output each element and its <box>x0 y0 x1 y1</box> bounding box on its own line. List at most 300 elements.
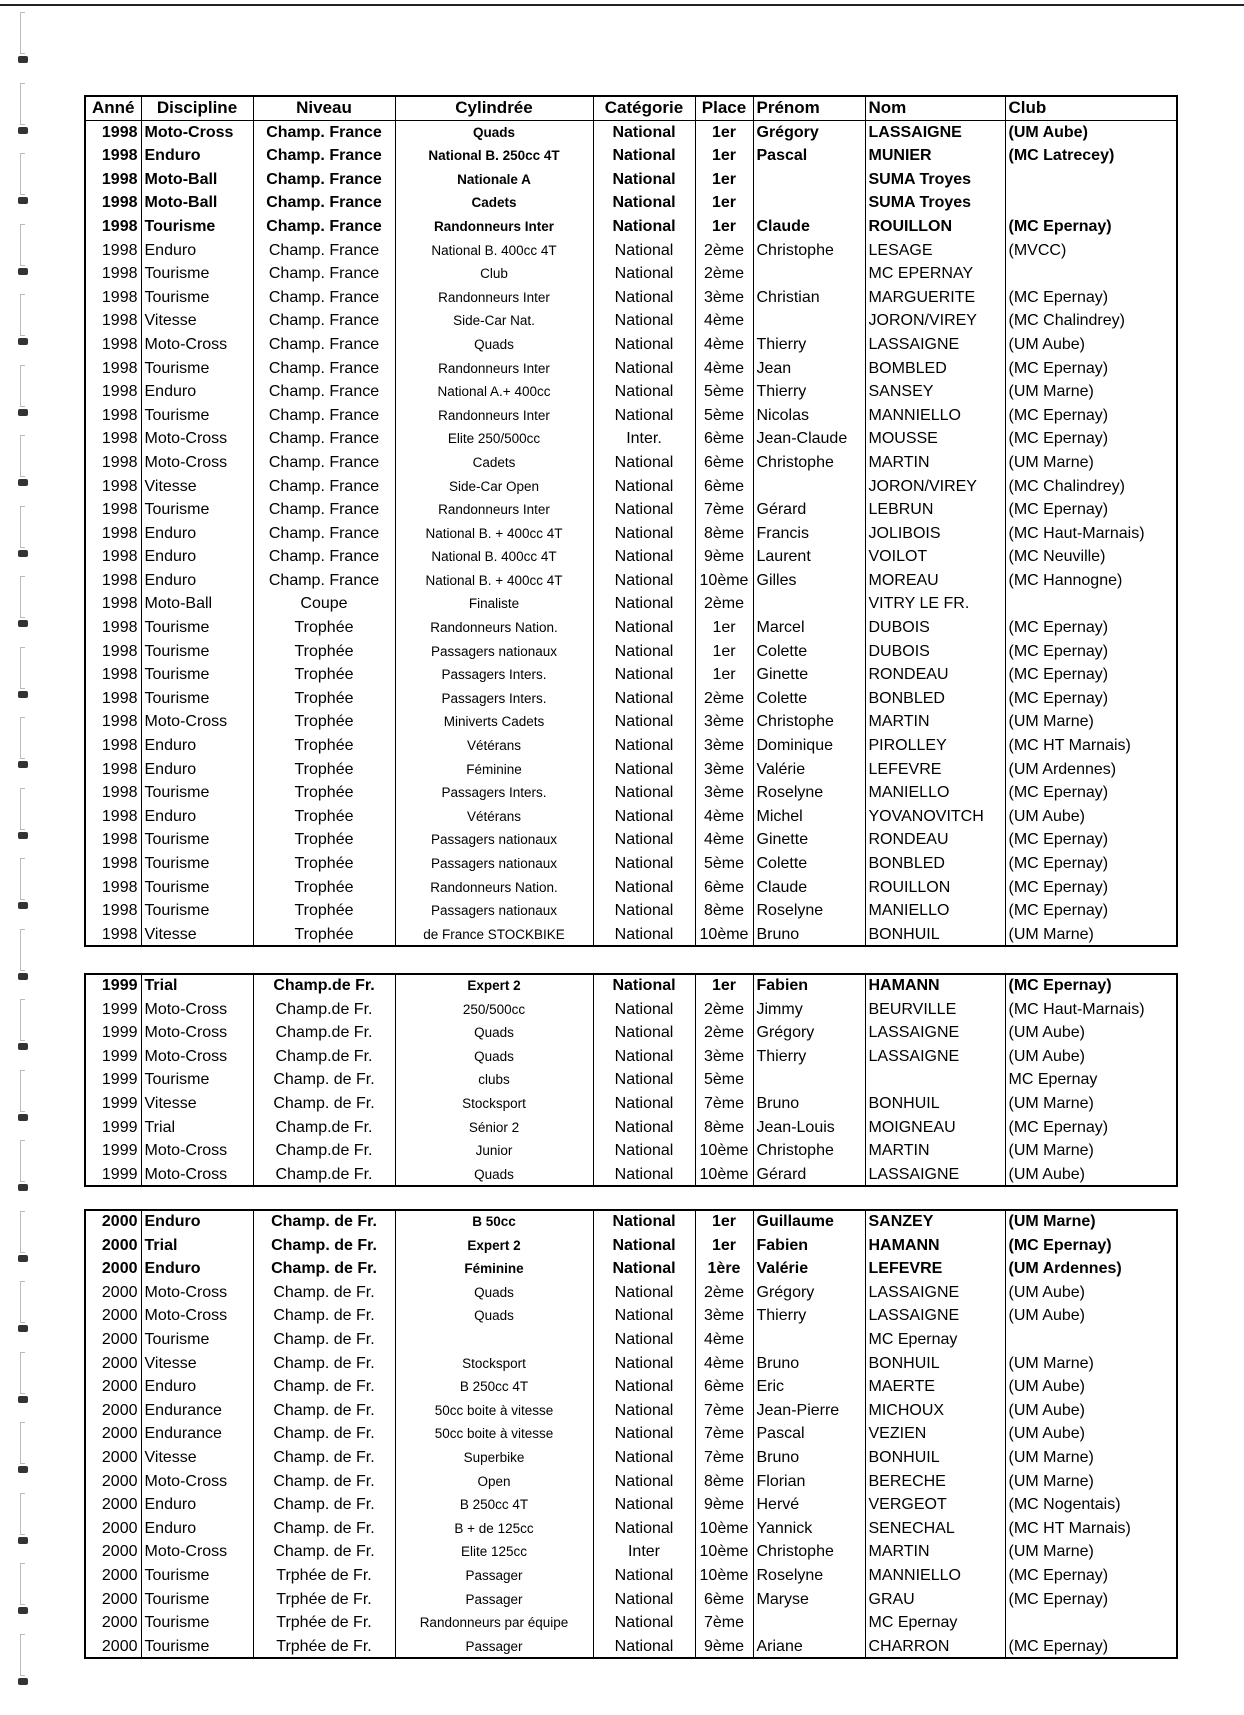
discipline-cell: Enduro <box>141 1375 253 1399</box>
prenom-cell: Christophe <box>753 1540 865 1564</box>
discipline-cell: Tourisme <box>141 640 253 664</box>
nom-cell: HAMANN <box>865 1234 1005 1258</box>
niveau-cell: Champ. France <box>253 380 395 404</box>
prenom-cell: Christophe <box>753 710 865 734</box>
year-cell: 2000 <box>101 1260 138 1278</box>
prenom-cell: Ginette <box>753 663 865 687</box>
cylindree-cell: Miniverts Cadets <box>395 710 593 734</box>
club-cell: (UM Marne) <box>1005 1139 1176 1163</box>
binder-slot <box>20 858 25 900</box>
discipline-cell: Moto-Cross <box>141 1470 253 1494</box>
place-cell: 2ème <box>695 262 753 286</box>
nom-cell: LESAGE <box>865 239 1005 263</box>
prenom-cell: Dominique <box>753 734 865 758</box>
club-cell: (UM Aube) <box>1005 1021 1176 1045</box>
table-row <box>86 215 1176 239</box>
niveau-cell: Champ. de Fr. <box>253 1446 395 1470</box>
cylindree-cell: Side-Car Open <box>395 475 593 499</box>
discipline-cell: Moto-Cross <box>141 1281 253 1305</box>
place-cell: 7ème <box>695 1422 753 1446</box>
table-row <box>86 1281 1176 1305</box>
binder-ring <box>18 1537 28 1544</box>
binder-ring <box>18 1396 28 1403</box>
categorie-cell: National <box>593 569 695 593</box>
nom-cell: LEFEVRE <box>865 1257 1005 1281</box>
nom-cell: MARTIN <box>865 1139 1005 1163</box>
niveau-cell: Champ. de Fr. <box>253 1493 395 1517</box>
niveau-cell: Champ. de Fr. <box>253 1068 395 1092</box>
niveau-cell: Champ. France <box>253 309 395 333</box>
categorie-cell: National <box>593 262 695 286</box>
club-cell: (MC Epernay) <box>1005 781 1176 805</box>
discipline-cell: Moto-Ball <box>141 168 253 192</box>
prenom-cell: Roselyne <box>753 899 865 923</box>
discipline-cell: Vitesse <box>141 1092 253 1116</box>
cylindree-cell: Passagers nationaux <box>395 640 593 664</box>
nom-cell: MARTIN <box>865 451 1005 475</box>
year-cell: 1998 <box>101 501 138 519</box>
prenom-cell: Jimmy <box>753 998 865 1022</box>
niveau-cell: Champ. de Fr. <box>253 1092 395 1116</box>
discipline-cell: Endurance <box>141 1399 253 1423</box>
prenom-cell: Christophe <box>753 239 865 263</box>
binder-slot <box>20 929 25 971</box>
table-row <box>86 1257 1176 1281</box>
niveau-cell: Champ. France <box>253 286 395 310</box>
binder-ring <box>18 691 28 698</box>
place-cell: 10ème <box>695 569 753 593</box>
prenom-cell: Ariane <box>753 1635 865 1659</box>
categorie-cell: National <box>593 215 695 239</box>
table-row <box>86 805 1176 829</box>
club-cell: (UM Marne) <box>1005 1092 1176 1116</box>
club-cell: (UM Ardennes) <box>1005 758 1176 782</box>
place-cell: 1er <box>695 616 753 640</box>
club-cell: (MC Epernay) <box>1005 1635 1176 1659</box>
table-row <box>86 286 1176 310</box>
year-cell: 1998 <box>101 453 138 471</box>
binder-slot <box>20 1211 25 1253</box>
place-cell: 1er <box>695 1234 753 1258</box>
cylindree-cell: Expert 2 <box>395 974 593 998</box>
place-cell: 2ème <box>695 1021 753 1045</box>
nom-cell: BONHUIL <box>865 1352 1005 1376</box>
place-cell: 3ème <box>695 1304 753 1328</box>
place-cell: 1er <box>695 215 753 239</box>
categorie-cell: National <box>593 545 695 569</box>
discipline-cell: Moto-Cross <box>141 427 253 451</box>
club-cell: MC Epernay <box>1005 1068 1176 1092</box>
cylindree-cell: National B. 250cc 4T <box>395 144 593 168</box>
cylindree-cell: National B. 400cc 4T <box>395 239 593 263</box>
nom-cell: LEBRUN <box>865 498 1005 522</box>
categorie-cell: National <box>593 1092 695 1116</box>
club-cell: (UM Aube) <box>1005 805 1176 829</box>
prenom-cell: Michel <box>753 805 865 829</box>
year-cell: 1998 <box>101 548 138 566</box>
table-row <box>86 1163 1176 1187</box>
categorie-cell: National <box>593 380 695 404</box>
niveau-cell: Champ. de Fr. <box>253 1304 395 1328</box>
cylindree-cell: Passager <box>395 1564 593 1588</box>
discipline-cell: Moto-Cross <box>141 120 253 144</box>
year-cell: 2000 <box>101 1543 138 1561</box>
categorie-cell: Inter. <box>593 427 695 451</box>
prenom-cell: Thierry <box>753 1304 865 1328</box>
niveau-cell: Champ. France <box>253 239 395 263</box>
cylindree-cell: Finaliste <box>395 592 593 616</box>
niveau-cell: Coupe <box>253 592 395 616</box>
categorie-cell: National <box>593 475 695 499</box>
year-cell: 1998 <box>101 265 138 283</box>
club-cell: (UM Marne) <box>1005 451 1176 475</box>
prenom-cell: Grégory <box>753 120 865 144</box>
prenom-cell: Bruno <box>753 1446 865 1470</box>
discipline-cell: Moto-Cross <box>141 1045 253 1069</box>
niveau-cell: Champ. de Fr. <box>253 1210 395 1234</box>
prenom-cell: Pascal <box>753 144 865 168</box>
nom-cell: BONBLED <box>865 687 1005 711</box>
categorie-cell: National <box>593 144 695 168</box>
niveau-cell: Champ. France <box>253 404 395 428</box>
discipline-cell: Enduro <box>141 144 253 168</box>
place-cell: 6ème <box>695 475 753 499</box>
header-annee: Anné <box>86 96 141 120</box>
place-cell: 6ème <box>695 427 753 451</box>
club-cell: (UM Aube) <box>1005 1422 1176 1446</box>
table-row <box>86 1446 1176 1470</box>
place-cell: 1er <box>695 640 753 664</box>
place-cell: 10ème <box>695 1517 753 1541</box>
niveau-cell: Trophée <box>253 710 395 734</box>
cylindree-cell: 250/500cc <box>395 998 593 1022</box>
discipline-cell: Tourisme <box>141 1068 253 1092</box>
discipline-cell: Enduro <box>141 545 253 569</box>
discipline-cell: Enduro <box>141 1493 253 1517</box>
club-cell <box>1005 1328 1176 1352</box>
table-row <box>86 1021 1176 1045</box>
niveau-cell: Champ. de Fr. <box>253 1234 395 1258</box>
discipline-cell: Enduro <box>141 734 253 758</box>
discipline-cell: Moto-Cross <box>141 1163 253 1187</box>
discipline-cell: Moto-Cross <box>141 710 253 734</box>
table-row <box>86 1045 1176 1069</box>
year-cell: 2000 <box>101 1472 138 1490</box>
place-cell: 4ème <box>695 1352 753 1376</box>
year-cell: 1999 <box>101 1000 138 1018</box>
nom-cell: MANIELLO <box>865 899 1005 923</box>
niveau-cell: Trophée <box>253 687 395 711</box>
niveau-cell: Trophée <box>253 876 395 900</box>
table-row <box>86 545 1176 569</box>
categorie-cell: National <box>593 239 695 263</box>
year-cell: 1998 <box>101 737 138 755</box>
club-cell: (MC Epernay) <box>1005 828 1176 852</box>
place-cell: 3ème <box>695 286 753 310</box>
niveau-cell: Champ. France <box>253 262 395 286</box>
categorie-cell: National <box>593 1493 695 1517</box>
cylindree-cell: B 50cc <box>395 1210 593 1234</box>
place-cell: 10ème <box>695 1564 753 1588</box>
categorie-cell: Inter <box>593 1540 695 1564</box>
table-row <box>86 522 1176 546</box>
place-cell: 2ème <box>695 687 753 711</box>
niveau-cell: Champ. de Fr. <box>253 1281 395 1305</box>
table-row <box>86 1092 1176 1116</box>
year-cell: 1998 <box>101 571 138 589</box>
categorie-cell: National <box>593 1163 695 1187</box>
place-cell: 10ème <box>695 1540 753 1564</box>
year-cell: 1998 <box>101 642 138 660</box>
place-cell: 3ème <box>695 734 753 758</box>
cylindree-cell: de France STOCKBIKE <box>395 923 593 947</box>
niveau-cell: Trphée de Fr. <box>253 1635 395 1659</box>
categorie-cell: National <box>593 451 695 475</box>
binder-slot <box>20 1493 25 1535</box>
categorie-cell: National <box>593 899 695 923</box>
niveau-cell: Champ.de Fr. <box>253 1021 395 1045</box>
rows-1998 <box>86 120 1176 946</box>
cylindree-cell: National B. 400cc 4T <box>395 545 593 569</box>
place-cell: 2ème <box>695 239 753 263</box>
year-cell: 2000 <box>101 1519 138 1537</box>
nom-cell: MANNIELLO <box>865 404 1005 428</box>
discipline-cell: Moto-Cross <box>141 333 253 357</box>
cylindree-cell: 50cc boite à vitesse <box>395 1399 593 1423</box>
niveau-cell: Champ. de Fr. <box>253 1375 395 1399</box>
table-row <box>86 781 1176 805</box>
prenom-cell: Francis <box>753 522 865 546</box>
year-cell: 1999 <box>101 1118 138 1136</box>
page-top-rule <box>0 4 1244 6</box>
year-cell: 1999 <box>101 1165 138 1183</box>
binder-slot <box>20 365 25 407</box>
categorie-cell: National <box>593 1399 695 1423</box>
niveau-cell: Trophée <box>253 640 395 664</box>
binder-slot <box>20 435 25 477</box>
categorie-cell: National <box>593 592 695 616</box>
year-cell: 1998 <box>101 689 138 707</box>
categorie-cell: National <box>593 522 695 546</box>
prenom-cell: Gilles <box>753 569 865 593</box>
table-row <box>86 1635 1176 1659</box>
nom-cell: JOLIBOIS <box>865 522 1005 546</box>
categorie-cell: National <box>593 1281 695 1305</box>
cylindree-cell: Superbike <box>395 1446 593 1470</box>
cylindree-cell: Quads <box>395 1163 593 1187</box>
place-cell: 4ème <box>695 333 753 357</box>
table-row <box>86 498 1176 522</box>
table-row <box>86 923 1176 947</box>
prenom-cell <box>753 475 865 499</box>
niveau-cell: Trophée <box>253 663 395 687</box>
cylindree-cell: clubs <box>395 1068 593 1092</box>
place-cell: 2ème <box>695 1281 753 1305</box>
cylindree-cell: B 250cc 4T <box>395 1375 593 1399</box>
table-row <box>86 1116 1176 1140</box>
cylindree-cell: Passagers nationaux <box>395 852 593 876</box>
table-row <box>86 1470 1176 1494</box>
prenom-cell: Jean-Louis <box>753 1116 865 1140</box>
binder-slot <box>20 717 25 759</box>
discipline-cell: Enduro <box>141 1257 253 1281</box>
cylindree-cell: Passagers nationaux <box>395 899 593 923</box>
cylindree-cell: National B. + 400cc 4T <box>395 522 593 546</box>
binder-slot <box>20 999 25 1041</box>
niveau-cell: Champ. de Fr. <box>253 1399 395 1423</box>
nom-cell: BONHUIL <box>865 923 1005 947</box>
cylindree-cell: Expert 2 <box>395 1234 593 1258</box>
discipline-cell: Moto-Ball <box>141 191 253 215</box>
prenom-cell: Colette <box>753 640 865 664</box>
binder-ring <box>18 338 28 345</box>
place-cell: 2ème <box>695 592 753 616</box>
niveau-cell: Trophée <box>253 758 395 782</box>
cylindree-cell: 50cc boite à vitesse <box>395 1422 593 1446</box>
niveau-cell: Champ. de Fr. <box>253 1540 395 1564</box>
club-cell: (MC Neuville) <box>1005 545 1176 569</box>
place-cell: 4ème <box>695 357 753 381</box>
cylindree-cell: Randonneurs Inter <box>395 498 593 522</box>
categorie-cell: National <box>593 1517 695 1541</box>
year-cell: 1998 <box>101 831 138 849</box>
table-row <box>86 1540 1176 1564</box>
discipline-cell: Trial <box>141 1234 253 1258</box>
categorie-cell: National <box>593 710 695 734</box>
categorie-cell: National <box>593 498 695 522</box>
binder-ring <box>18 902 28 909</box>
table-row <box>86 734 1176 758</box>
binder-ring <box>18 127 28 134</box>
club-cell: (UM Marne) <box>1005 1470 1176 1494</box>
nom-cell: BERECHE <box>865 1470 1005 1494</box>
year-cell: 1998 <box>101 807 138 825</box>
place-cell: 1er <box>695 663 753 687</box>
header-discipline: Discipline <box>141 96 253 120</box>
categorie-cell: National <box>593 1446 695 1470</box>
binder-slot <box>20 1281 25 1323</box>
nom-cell: MC EPERNAY <box>865 262 1005 286</box>
club-cell <box>1005 592 1176 616</box>
binder-ring <box>18 1678 28 1685</box>
table-row <box>86 333 1176 357</box>
prenom-cell: Fabien <box>753 974 865 998</box>
year-cell: 1998 <box>101 217 138 235</box>
prenom-cell: Bruno <box>753 1352 865 1376</box>
table-row <box>86 899 1176 923</box>
header-row <box>86 96 1176 120</box>
place-cell: 3ème <box>695 710 753 734</box>
cylindree-cell: Passager <box>395 1635 593 1659</box>
nom-cell: VERGEOT <box>865 1493 1005 1517</box>
club-cell: (UM Marne) <box>1005 1446 1176 1470</box>
nom-cell: LASSAIGNE <box>865 1163 1005 1187</box>
niveau-cell: Trophée <box>253 923 395 947</box>
binder-slot <box>20 12 25 54</box>
niveau-cell: Champ. France <box>253 451 395 475</box>
place-cell: 8ème <box>695 522 753 546</box>
club-cell: (UM Aube) <box>1005 1304 1176 1328</box>
prenom-cell: Claude <box>753 876 865 900</box>
cylindree-cell: Randonneurs par équipe <box>395 1611 593 1635</box>
niveau-cell: Trophée <box>253 852 395 876</box>
categorie-cell: National <box>593 309 695 333</box>
club-cell: (MC Epernay) <box>1005 616 1176 640</box>
club-cell: (MC Epernay) <box>1005 663 1176 687</box>
header-prenom: Prénom <box>753 96 865 120</box>
club-cell: (UM Aube) <box>1005 1375 1176 1399</box>
club-cell: (MC Epernay) <box>1005 1116 1176 1140</box>
nom-cell: VITRY LE FR. <box>865 592 1005 616</box>
nom-cell: VOILOT <box>865 545 1005 569</box>
year-cell: 1999 <box>101 1024 138 1042</box>
binder-ring <box>18 832 28 839</box>
year-cell: 1998 <box>101 147 138 165</box>
discipline-cell: Vitesse <box>141 309 253 333</box>
club-cell: (UM Aube) <box>1005 1281 1176 1305</box>
cylindree-cell: Randonneurs Nation. <box>395 616 593 640</box>
table-row <box>86 451 1176 475</box>
categorie-cell: National <box>593 1304 695 1328</box>
table-row <box>86 404 1176 428</box>
prenom-cell: Jean <box>753 357 865 381</box>
niveau-cell: Trophée <box>253 899 395 923</box>
place-cell: 5ème <box>695 404 753 428</box>
table-row <box>86 309 1176 333</box>
nom-cell: LEFEVRE <box>865 758 1005 782</box>
cylindree-cell: Quads <box>395 120 593 144</box>
cylindree-cell: Passagers Inters. <box>395 663 593 687</box>
categorie-cell: National <box>593 1422 695 1446</box>
prenom-cell: Thierry <box>753 380 865 404</box>
niveau-cell: Champ.de Fr. <box>253 1163 395 1187</box>
categorie-cell: National <box>593 168 695 192</box>
discipline-cell: Moto-Cross <box>141 1540 253 1564</box>
binder-slot <box>20 1563 25 1605</box>
niveau-cell: Trphée de Fr. <box>253 1611 395 1635</box>
table-row <box>86 1234 1176 1258</box>
categorie-cell: National <box>593 616 695 640</box>
table-row <box>86 427 1176 451</box>
prenom-cell <box>753 309 865 333</box>
prenom-cell: Valérie <box>753 758 865 782</box>
table-row <box>86 357 1176 381</box>
discipline-cell: Tourisme <box>141 262 253 286</box>
discipline-cell: Enduro <box>141 569 253 593</box>
table-row <box>86 191 1176 215</box>
categorie-cell: National <box>593 1021 695 1045</box>
niveau-cell: Trphée de Fr. <box>253 1564 395 1588</box>
cylindree-cell: Quads <box>395 1304 593 1328</box>
place-cell: 6ème <box>695 876 753 900</box>
prenom-cell: Bruno <box>753 923 865 947</box>
categorie-cell: National <box>593 663 695 687</box>
table-row <box>86 1328 1176 1352</box>
club-cell: (MC Chalindrey) <box>1005 309 1176 333</box>
binder-ring <box>18 268 28 275</box>
binder-ring <box>18 479 28 486</box>
place-cell: 10ème <box>695 923 753 947</box>
place-cell: 7ème <box>695 1399 753 1423</box>
nom-cell: LASSAIGNE <box>865 333 1005 357</box>
discipline-cell: Enduro <box>141 1517 253 1541</box>
binder-ring <box>18 761 28 768</box>
prenom-cell: Maryse <box>753 1588 865 1612</box>
prenom-cell <box>753 1611 865 1635</box>
nom-cell: GRAU <box>865 1588 1005 1612</box>
binder-ring <box>18 1255 28 1262</box>
categorie-cell: National <box>593 357 695 381</box>
